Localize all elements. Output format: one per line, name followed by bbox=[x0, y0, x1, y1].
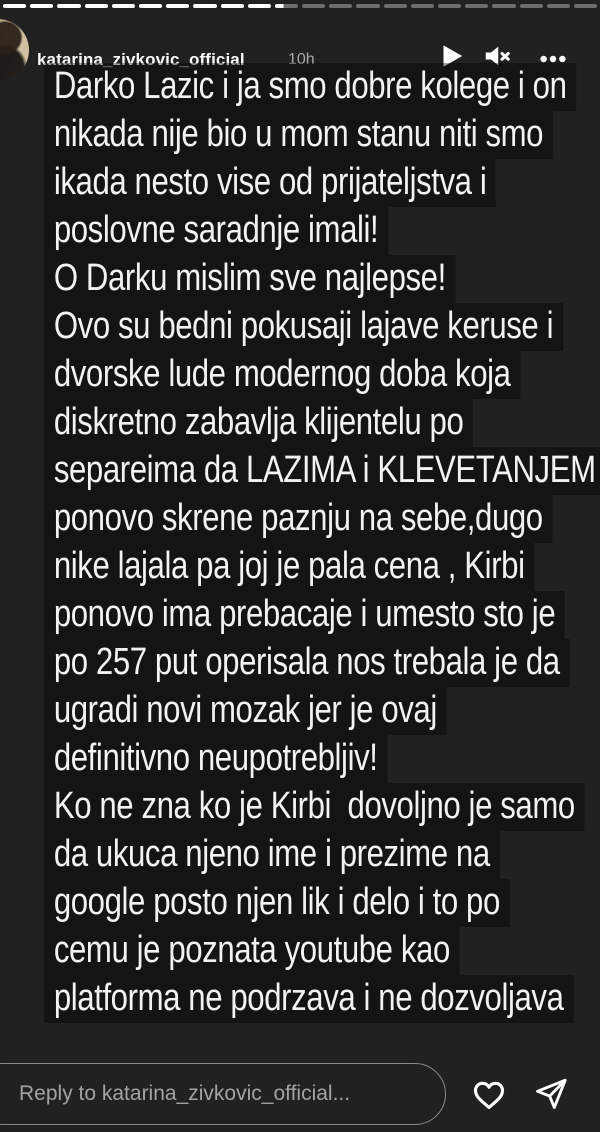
story-text-line: ponovo skrene paznju na sebe,dugo bbox=[44, 495, 553, 543]
avatar[interactable] bbox=[0, 19, 29, 81]
story-text-line: O Darku mislim sve najlepse! bbox=[44, 255, 456, 303]
story-text-line: ikada nesto vise od prijateljstva i bbox=[44, 159, 496, 207]
story-text-line: nikada nije bio u mom stanu niti smo bbox=[44, 111, 553, 159]
story-text bbox=[44, 63, 600, 1023]
story-text-line: Ko ne zna ko je Kirbi dovoljno je samo bbox=[44, 783, 585, 831]
story-text-line: cemu je poznata youtube kao bbox=[44, 927, 460, 975]
story-text-line: nike lajala pa joj je pala cena , Kirbi bbox=[44, 543, 534, 591]
heart-icon[interactable] bbox=[471, 1077, 507, 1113]
story-text-line: ugradi novi mozak jer je ovaj bbox=[44, 687, 447, 735]
story-text-line: definitivno neupotrebljiv! bbox=[44, 735, 387, 783]
story-text-line: separeima da LAZIMA i KLEVETANJEM bbox=[44, 447, 600, 495]
reply-pill[interactable] bbox=[0, 1063, 446, 1125]
story-text-line: Ovo su bedni pokusaji lajave keruse i bbox=[44, 303, 563, 351]
story-timestamp: 10h bbox=[288, 51, 315, 68]
story-text-line: ponovo ima prebacaje i umesto sto je bbox=[44, 591, 565, 639]
story-text-line: platforma ne podrzava i ne dozvoljava bbox=[44, 975, 573, 1023]
story-text-line: da ukuca njeno ime i prezime na bbox=[44, 831, 500, 879]
story-text-line: dvorske lude modernog doba koja bbox=[44, 351, 520, 399]
story-text-line: google posto njen lik i delo i to po bbox=[44, 879, 510, 927]
story-text-line: po 257 put operisala nos trebala je da bbox=[44, 639, 570, 687]
story-text-line: poslovne saradnje imali! bbox=[44, 207, 388, 255]
story-text-line: Darko Lazic i ja smo dobre kolege i on bbox=[44, 63, 576, 111]
share-icon[interactable] bbox=[533, 1076, 569, 1112]
reply-input[interactable] bbox=[17, 1066, 427, 1122]
username[interactable]: katarina_zivkovic_official bbox=[37, 50, 245, 69]
story-text-line: diskretno zabavlja klijentelu po bbox=[44, 399, 473, 447]
